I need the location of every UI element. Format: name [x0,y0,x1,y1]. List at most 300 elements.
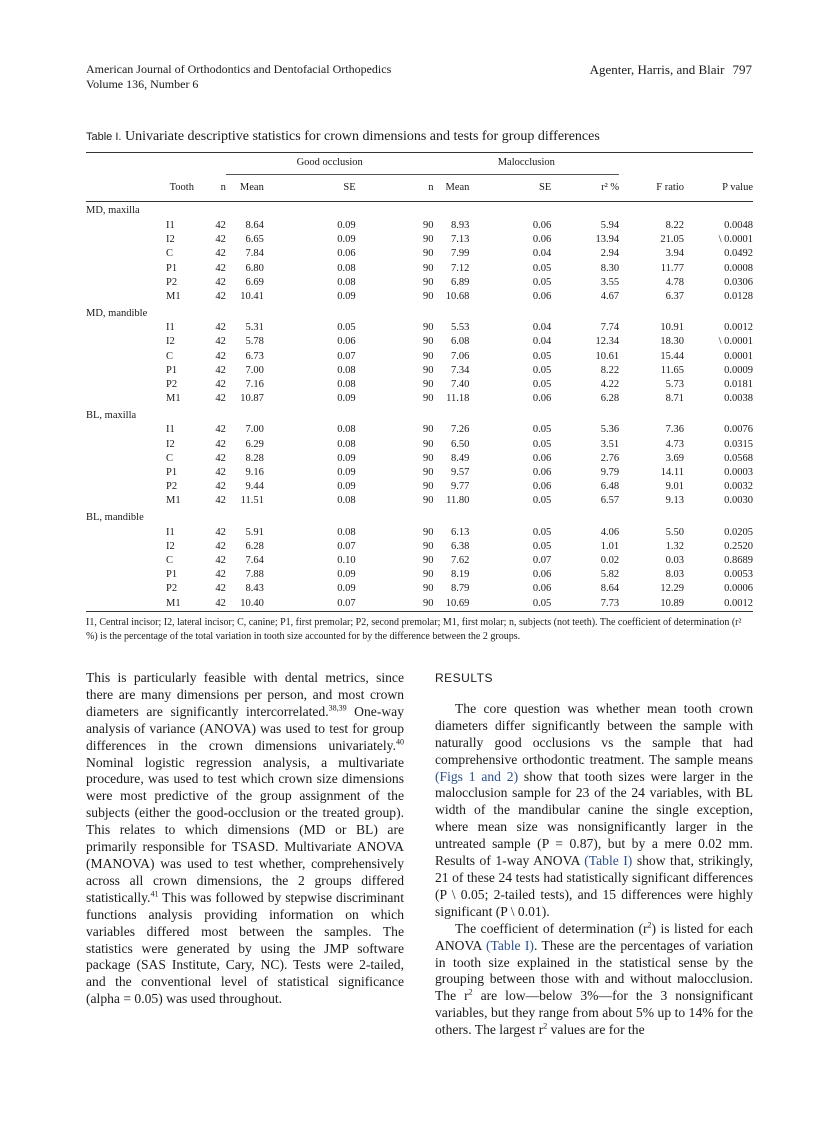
table-cell: 10.69 [445,597,470,609]
table-cell: 0.04 [532,322,552,334]
table-cell: C [166,248,174,260]
table-cell: 7.34 [451,364,470,376]
table-cell: 0.08 [337,364,356,376]
table-cell: C [166,452,174,464]
table-cell: 90 [422,569,434,581]
table-cell: 9.01 [665,481,685,493]
table-cell: 90 [422,495,434,507]
table-link[interactable]: (Table I) [584,853,633,869]
table-cell: 2.94 [600,248,620,260]
table-cell: 0.09 [337,569,356,581]
table-cell: M1 [166,393,181,405]
table-row [86,378,753,392]
table-cell: 0.0568 [724,452,753,464]
table-cell: 0.09 [337,234,356,246]
section-label: MD, mandible [86,307,148,319]
table-cell: 90 [422,438,434,450]
table-cell: I2 [166,336,175,348]
table-cell: 42 [215,220,226,231]
table-cell: 5.36 [600,424,620,436]
table-cell: 7.36 [665,424,685,436]
table-cell: C [166,555,174,567]
results-paragraph-2 [435,921,753,1039]
table-cell: 0.0030 [724,495,753,507]
table-cell: 6.69 [245,276,264,288]
table-cell: 4.22 [600,379,620,391]
table-cell: 0.02 [600,555,620,567]
table-cell: 42 [215,291,226,303]
table-row [86,466,753,480]
table-cell: P2 [166,379,178,391]
table-cell: 10.40 [240,597,264,609]
table-cell: 9.13 [665,495,685,507]
table-cell: P2 [166,276,178,288]
table-cell: 0.05 [532,495,552,507]
table-cell: 0.09 [337,481,356,493]
column-header-row [86,175,753,202]
table-row [86,219,753,233]
table-cell: 0.0012 [724,322,753,334]
table-cell: 8.30 [600,262,620,274]
table-cell: 90 [422,526,434,538]
body-left-column [86,670,404,1008]
table-row [86,582,753,596]
table-cell: 90 [422,220,434,231]
table-cell: 10.87 [240,393,264,405]
table-cell: I1 [166,322,175,334]
superscript: 2 [543,1021,548,1031]
table-cell: 5.82 [600,569,620,581]
table-cell: 8.22 [665,220,685,231]
superscript: 2 [468,987,473,997]
table-row [86,526,753,540]
table-cell: 0.0492 [724,248,753,260]
text-run: show that, strikingly, 21 of these 24 tests had statistically significant differences (P \ 0.05; 2-tailed tests), and 15 differences were highly significant (P \ 0.01). [435,853,753,919]
col-tooth: Tooth [169,181,194,193]
table-cell: 90 [422,379,434,391]
table-cell: 18.30 [660,336,685,348]
table-cell: \ 0.0001 [718,336,753,348]
table-row [86,247,753,261]
text-run: ) is listed for each ANOVA [435,920,754,953]
table-cell: 7.73 [600,597,620,609]
table-cell: 42 [215,322,226,334]
table-cell: 6.28 [245,540,264,552]
table-row [86,364,753,378]
table-cell: 0.0053 [724,569,753,581]
text-run: . These are the percentages of variation in tooth size explained in the statistical sense by the grouping between those with and without malocclusion. The r [435,937,753,1004]
table-cell: 42 [215,540,226,552]
table-cell: M1 [166,291,181,303]
table-cell: 0.05 [532,438,552,450]
table-cell: 0.06 [532,220,552,231]
table-cell: 42 [215,481,226,493]
table-cell: 0.08 [337,276,356,288]
table-cell: 90 [422,248,434,260]
section-label: BL, mandible [86,512,144,524]
table-cell: 0.05 [532,424,552,436]
text-run: Nominal logistic regression analysis, a multivariate procedure, was used to test which crown size dimensions were most predictive of the group assignment of the subjects (either the good-occlusion or the treated group). This relates to which dimensions (MD or BL) are primarily responsible for TSASD. Multivariate ANOVA (MANOVA) was used to test whether, comprehensively across all crown dimensions, the 2 groups differed statistically. [86,754,404,905]
superscript: 2 [647,920,652,930]
table-cell: 90 [422,452,434,464]
table-cell: 0.07 [337,540,356,552]
table-cell: 6.80 [245,262,264,274]
citation: 38,39 [328,703,347,713]
table-cell: 3.55 [600,276,620,288]
table-cell: 7.40 [451,379,470,391]
table-cell: 90 [422,467,434,479]
table-cell: 1.32 [665,540,685,552]
text-run: show that tooth sizes were larger in the malocclusion sample for 23 of the 24 variables, with BL width of the mandibular canine the single exception, where mean size was nonsignificantly larger in the untreated sample (P = 0.87), but by a mere 0.02 mm. Results of 1-way ANOVA [435,768,753,869]
table-cell: 6.38 [451,540,470,552]
table-cell: I1 [166,220,175,231]
col-se-good: SE [343,181,356,193]
table-cell: 9.16 [245,467,264,479]
table-row [86,452,753,466]
table-row [86,597,753,611]
table-cell: 8.49 [451,452,470,464]
text-run: The coefficient of determination (r [455,920,648,936]
table-cell: 7.12 [451,262,470,274]
table-cell: P2 [166,481,178,493]
col-r2: r² % [601,181,620,193]
table-cell: 90 [422,291,434,303]
table-cell: 6.29 [245,438,264,450]
table-cell: 90 [422,555,434,567]
text-run: This is particularly feasible with dental metrics, since there are many dimensions per person, and most crown diameters are significantly intercorrelated. [86,670,404,719]
table-cell: 42 [215,569,226,581]
table-cell: 90 [422,262,434,274]
table-row [86,568,753,582]
table-cell: 4.73 [665,438,685,450]
table-cell: P2 [166,583,178,595]
table-cell: 42 [215,234,226,246]
header-right [590,62,752,77]
table-cell: 3.69 [665,452,685,464]
table-cell: 15.44 [660,350,685,362]
table-cell: I2 [166,234,175,246]
table-cell: 8.19 [451,569,470,581]
table-cell: 5.50 [665,526,685,538]
table-cell: 0.0008 [724,262,753,274]
table-cell: 6.73 [245,350,264,362]
section-row [86,406,753,423]
section-row [86,509,753,526]
table-cell: 7.00 [245,364,264,376]
table-row [86,438,753,452]
table-cell: 90 [422,276,434,288]
table-cell: 7.00 [245,424,264,436]
table-cell: 6.28 [600,393,620,405]
figure-link[interactable]: (Figs 1 and 2) [435,768,519,784]
table-cell: 0.07 [337,597,356,609]
table-cell: P1 [166,569,178,581]
table-cell: 0.0205 [724,526,753,538]
col-mean-mal: Mean [445,181,470,193]
table-cell: 0.2520 [724,540,753,552]
table-cell: 0.08 [337,438,356,450]
table-cell: 9.79 [600,467,620,479]
table-cell: 90 [422,234,434,246]
table-cell: 0.0003 [724,467,753,479]
authors: Agenter, Harris, and Blair [589,62,725,77]
table-cell: 0.06 [532,234,552,246]
table-cell: C [166,350,174,362]
table-cell: 0.0315 [724,438,753,450]
table-row [86,321,753,335]
table-cell: 0.05 [532,379,552,391]
table-cell: 14.11 [660,467,685,479]
col-n-mal: n [428,181,434,193]
table-cell: 90 [422,424,434,436]
table-cell: 0.06 [532,569,552,581]
table-cell: 0.05 [532,262,552,274]
table-cell: 8.43 [245,583,264,595]
table-cell: 9.77 [451,481,470,493]
table-cell: 90 [422,597,434,609]
table-cell: 0.05 [532,540,552,552]
table-row [86,480,753,494]
table-link[interactable]: (Table I) [485,937,534,953]
table-cell: 10.61 [595,350,620,362]
table-cell: 8.64 [245,220,264,231]
table-cell: 42 [215,248,226,260]
table-cell: 6.48 [600,481,620,493]
table-cell: 7.88 [245,569,264,581]
table-cell: 5.53 [451,322,470,334]
col-n-good: n [220,181,226,193]
table-row [86,233,753,247]
table-cell: 7.26 [451,424,470,436]
table-body [86,202,753,611]
table-cell: 6.65 [245,234,264,246]
table-cell: 9.44 [245,481,264,493]
table-cell: 42 [215,583,226,595]
results-paragraph-1 [435,701,753,921]
group-good-occlusion: Good occlusion [226,153,434,175]
table-cell: 4.06 [600,526,620,538]
table-cell: 90 [422,393,434,405]
table-cell: 0.06 [337,248,356,260]
table-cell: 3.51 [600,438,620,450]
table-cell: 0.0006 [724,583,753,595]
table-cell: 21.05 [660,234,685,246]
table-cell: 5.91 [245,526,264,538]
table-cell: M1 [166,597,181,609]
table-cell: 6.13 [451,526,470,538]
table-cell: 0.09 [337,467,356,479]
table-cell: 7.16 [245,379,264,391]
table-cell: 10.91 [660,322,685,334]
table-cell: 42 [215,438,226,450]
section-row [86,304,753,321]
table-cell: I2 [166,540,175,552]
table-cell: 5.94 [600,220,620,231]
table-cell: 0.09 [337,452,356,464]
table-cell: 8.28 [245,452,264,464]
table-cell: 6.57 [600,495,620,507]
table-cell: 10.41 [240,291,264,303]
table-cell: 90 [422,540,434,552]
table-cell: 0.04 [532,336,552,348]
citation: 41 [150,889,159,899]
table-cell: 0.0181 [724,379,753,391]
table-cell: 90 [422,350,434,362]
table-cell: 12.29 [660,583,685,595]
table-cell: 0.0306 [724,276,753,288]
table-cell: 11.51 [240,495,264,507]
table-cell: 6.37 [665,291,685,303]
table-row [86,290,753,304]
table-cell: 0.05 [532,364,552,376]
table-cell: 13.94 [595,234,620,246]
table-footnote: I1, Central incisor; I2, lateral incisor; C, canine; P1, first premolar; P2, second premolar; M1, first molar; n, subjects (not teeth). The coefficient of determination (r² %) is the percentage of the total variation in tooth size accounted for by the difference between the 2 groups. [86,616,742,642]
table-cell: 42 [215,424,226,436]
table-cell: 8.22 [600,364,620,376]
table-cell: 0.08 [337,526,356,538]
table-cell: 7.06 [451,350,470,362]
table-cell: 42 [215,393,226,405]
table-cell: 42 [215,555,226,567]
table-cell: 0.09 [337,393,356,405]
table-row [86,392,753,406]
table-cell: 90 [422,364,434,376]
body-right-column [435,670,753,1039]
methods-paragraph [86,670,404,1008]
group-malocclusion: Malocclusion [433,153,619,175]
table-cell: P1 [166,262,178,274]
table-cell: 10.68 [445,291,470,303]
section-label: MD, maxilla [86,205,140,217]
table-cell: 8.64 [600,583,620,595]
table-row [86,276,753,290]
table-cell: 11.18 [446,393,470,405]
table-cell: 0.05 [532,276,552,288]
table-cell: M1 [166,495,181,507]
table-cell: \ 0.0001 [718,234,753,246]
table-cell: 0.0128 [724,291,753,303]
text-run: are low—below 3%—for the 3 nonsignificant variables, but they range from about 5% up to 14% for the others. The largest r [435,988,754,1038]
table-cell: 8.71 [665,393,685,405]
table-cell: 0.05 [337,322,356,334]
table-cell: P1 [166,364,178,376]
table-cell: 5.31 [245,322,264,334]
table-cell: 42 [215,495,226,507]
table-cell: 0.0001 [724,350,753,362]
table-cell: 90 [422,336,434,348]
running-header [86,62,752,92]
table-cell: 0.0009 [724,364,753,376]
citation: 40 [396,737,404,747]
table-cell: 0.0048 [724,220,753,231]
table-cell: 0.06 [337,336,356,348]
table-bottom-rule [86,611,753,612]
text-run: The core question was whether mean tooth crown diameters differ significantly between the sample with naturally good occlusions vs the sample that had comprehensive orthodontic treatment. The sample means [435,700,753,767]
table-cell: I1 [166,526,175,538]
table-cell: 8.03 [665,569,685,581]
table-1 [86,128,753,644]
table-cell: 0.03 [665,555,685,567]
table-cell: 42 [215,350,226,362]
table-cell: I2 [166,438,175,450]
section-label: BL, maxilla [86,409,137,421]
table-cell: 0.05 [532,597,552,609]
table-cell: 42 [215,336,226,348]
table-cell: 42 [215,262,226,274]
table-cell: 11.80 [446,495,470,507]
table-cell: 0.0012 [724,597,753,609]
table-cell: 42 [215,379,226,391]
table-cell: 42 [215,276,226,288]
table-cell: 0.0038 [724,393,753,405]
table-cell: 0.10 [337,555,356,567]
table-cell: 6.08 [451,336,470,348]
table-cell: 7.62 [451,555,470,567]
table-row [86,494,753,508]
table-cell: 42 [215,597,226,609]
table-row [86,335,753,349]
page-number: 797 [732,62,752,77]
table-cell: 0.0032 [724,481,753,493]
table-cell: I1 [166,424,175,436]
table-cell: 0.05 [532,350,552,362]
table-label: Table I. [86,131,122,143]
table-row [86,554,753,568]
table-row [86,350,753,364]
table-cell: 0.08 [337,379,356,391]
table-cell: 11.65 [660,364,685,376]
table-cell: 4.67 [600,291,620,303]
text-run: One-way analysis of variance (ANOVA) was used to test for group differences in the crown dimensions univariately. [86,703,404,753]
table-cell: 12.34 [595,336,620,348]
table-cell: 0.06 [532,583,552,595]
section-heading-results: RESULTS [435,671,493,685]
table-cell: 5.73 [665,379,685,391]
table-cell: 0.0076 [724,424,753,436]
table-cell: 0.06 [532,393,552,405]
table-cell: 90 [422,322,434,334]
table-cell: 90 [422,481,434,493]
table-cell: 0.06 [532,467,552,479]
table-cell: 2.76 [600,452,620,464]
table-cell: 10.89 [660,597,685,609]
table-caption [86,128,753,146]
table-cell: 0.8689 [724,555,753,567]
col-se-mal: SE [538,181,552,193]
table-cell: 0.04 [532,248,552,260]
stats-table [86,153,753,611]
journal-volume: Volume 136, Number 6 [86,77,199,91]
table-cell: 5.78 [245,336,264,348]
table-cell: 0.09 [337,583,356,595]
table-cell: 7.99 [451,248,470,260]
table-cell: 42 [215,467,226,479]
table-cell: 42 [215,452,226,464]
table-cell: 0.07 [337,350,356,362]
table-cell: 0.09 [337,291,356,303]
table-cell: 9.57 [451,467,470,479]
table-cell: P1 [166,467,178,479]
table-cell: 6.89 [451,276,470,288]
table-cell: 3.94 [665,248,685,260]
table-cell: 0.05 [532,526,552,538]
table-cell: 42 [215,364,226,376]
table-cell: 42 [215,526,226,538]
table-cell: 7.74 [600,322,620,334]
table-row [86,423,753,437]
table-cell: 0.08 [337,495,356,507]
table-cell: 0.06 [532,452,552,464]
